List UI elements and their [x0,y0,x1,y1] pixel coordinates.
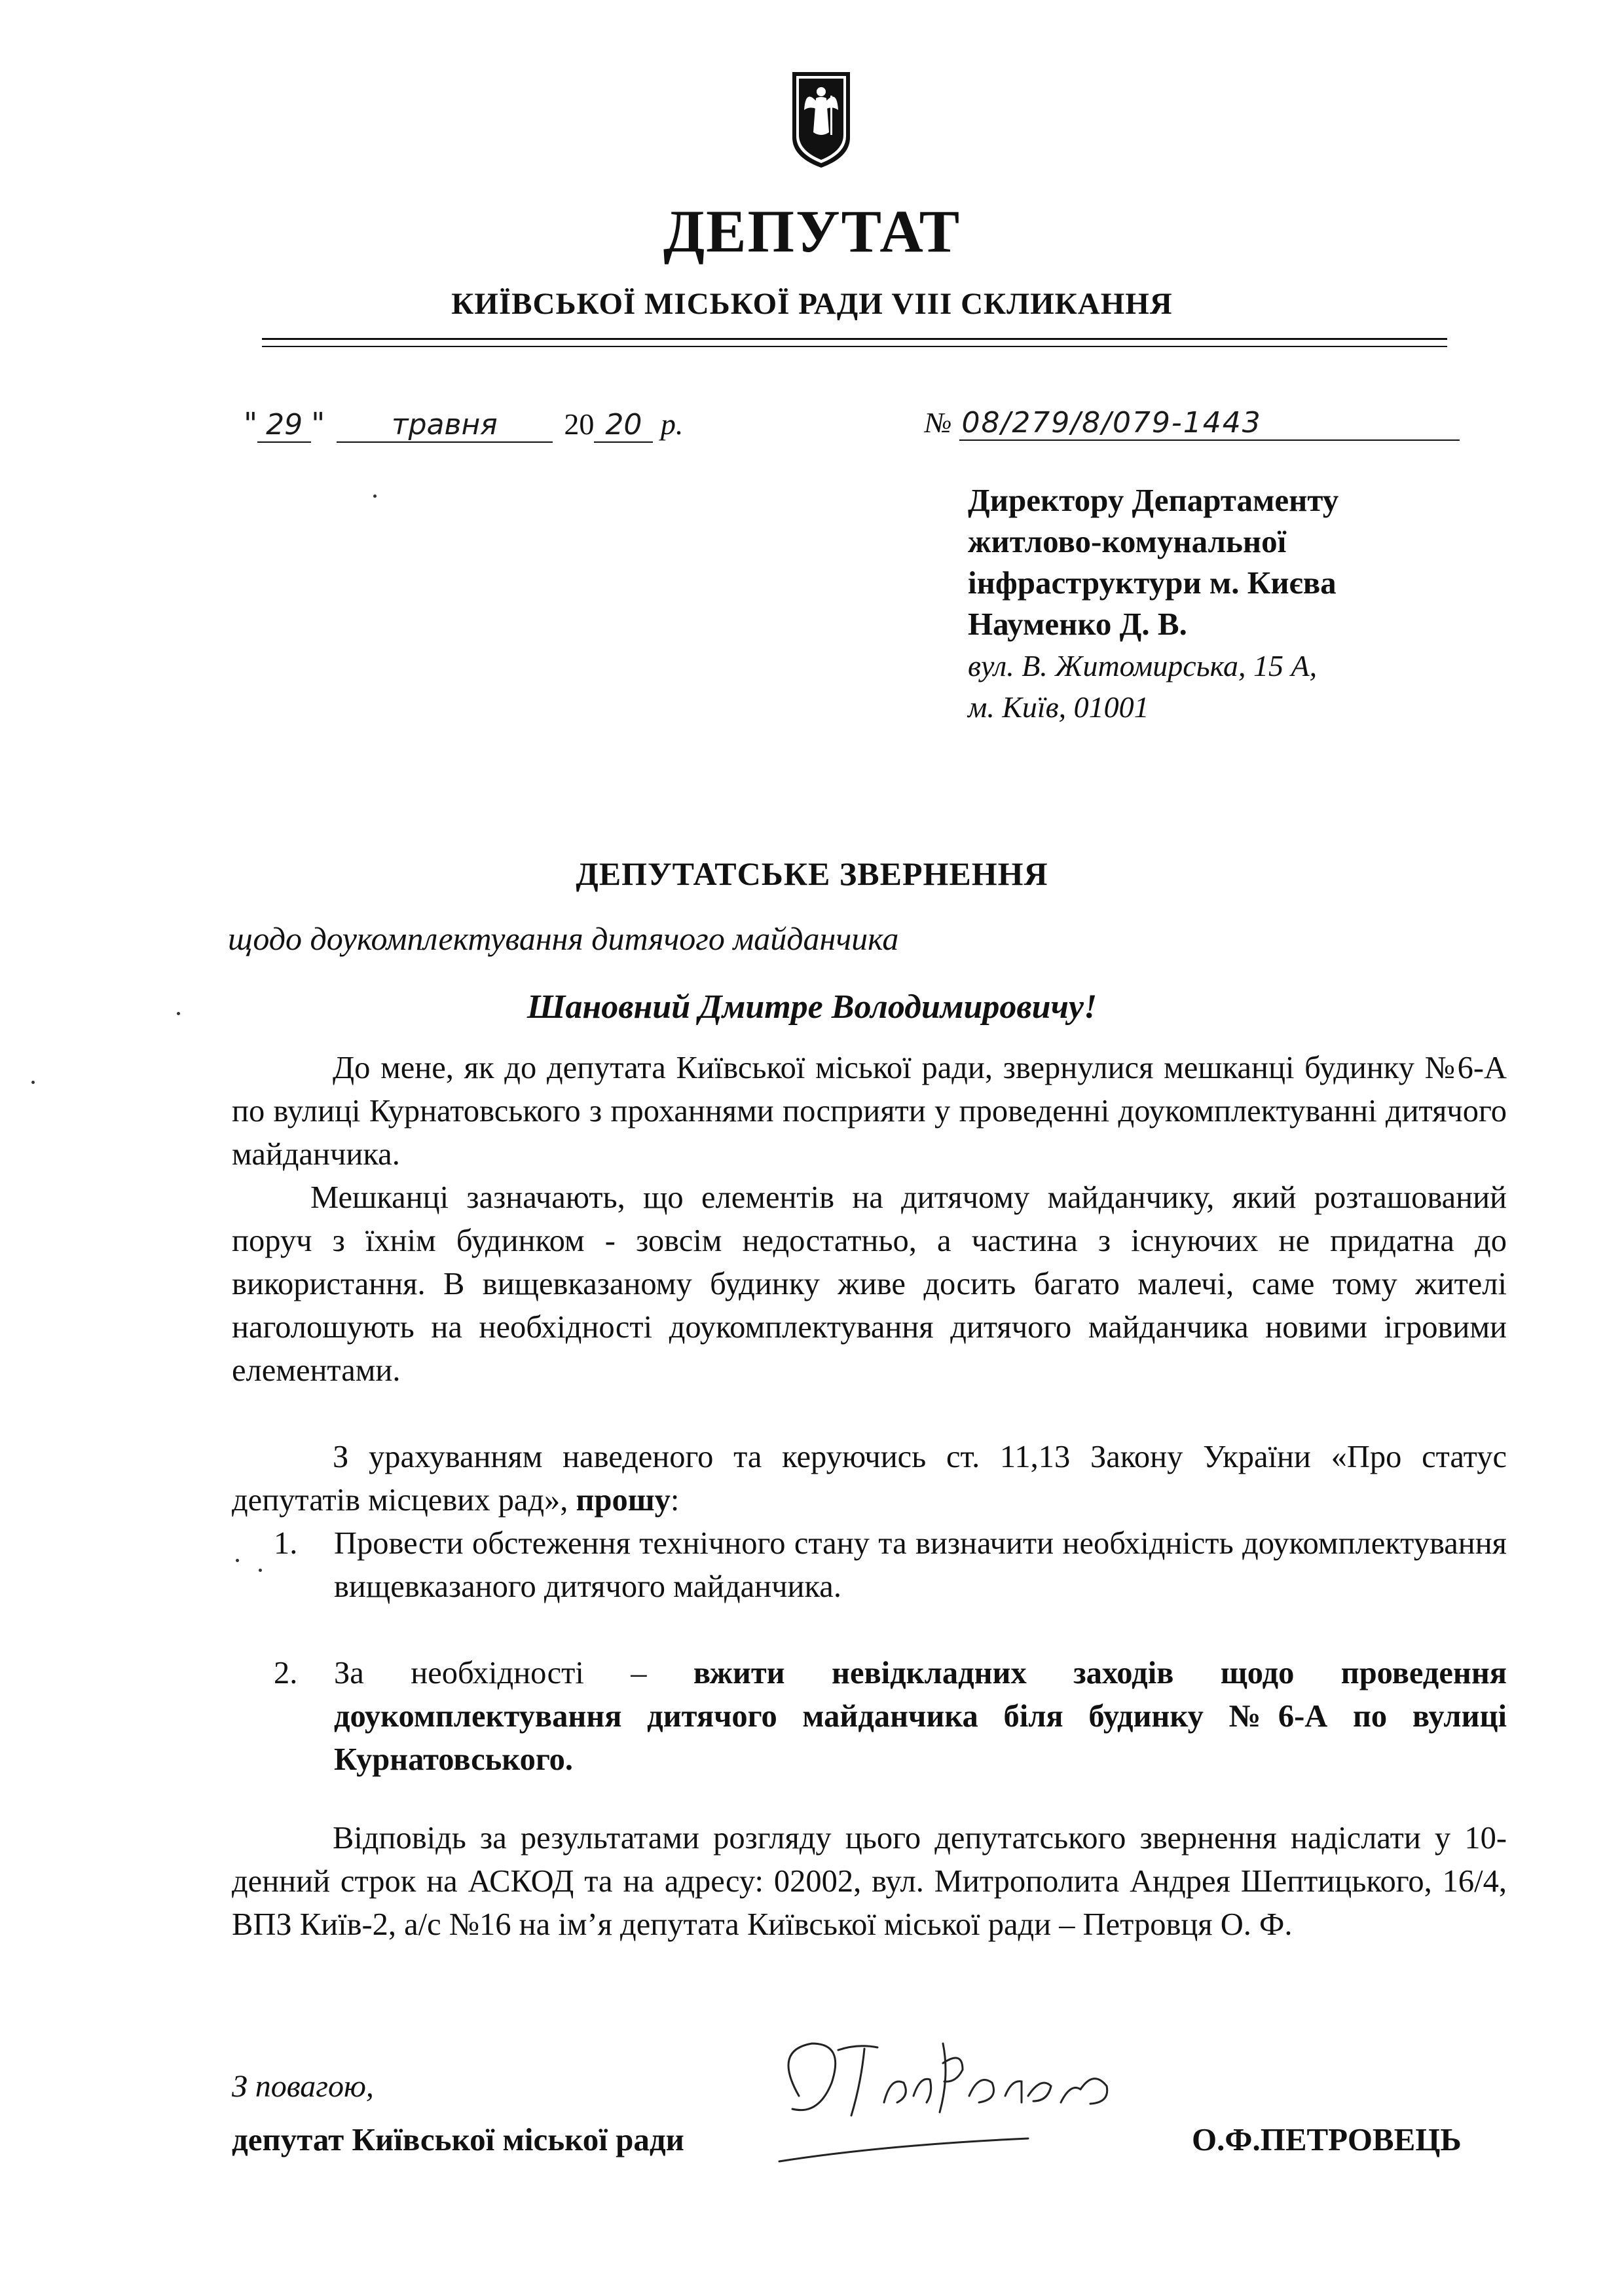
date-line [244,406,683,443]
list-item [274,1522,1507,1609]
paragraph-text: До мене, як до депутата Київської міської ради, звернулися мешканці будинку №6-А по вулиці Курнатовського з проханнями посприяти у проведенні доукомплектуванні дитячого майданчика. [232,1051,1507,1172]
addressee-line: інфраструктури м. Києва [968,565,1337,601]
kyiv-coat-of-arms-icon [790,69,853,170]
date-close-quote: " [311,406,325,441]
date-open-quote: " [244,406,258,441]
paragraph-text-end: : [670,1483,680,1518]
document-subject: щодо доукомплектування дитячого майданчика [228,920,899,957]
salutation: Шановний Дмитре Володимировичу! [526,988,1098,1026]
paragraph-emphasis: прошу [576,1483,671,1518]
list-number: 2. [274,1656,298,1690]
registration-prefix: № [925,407,952,439]
page-title: ДЕПУТАТ [663,198,961,265]
closing-regards: З повагою, [232,2069,374,2104]
header-divider [262,338,1447,340]
scan-speck [31,1081,35,1084]
document-heading: ДЕПУТАТСЬКЕ ЗВЕРНЕННЯ [576,855,1048,892]
addressee-block [968,479,1338,644]
body-paragraph [232,1047,1507,1176]
date-year-prefix: 20 [564,407,595,441]
paragraph-text: Відповідь за результатами розгляду цього депутатського звернення надіслати у 10-денний строк на АСКОД та на адресу: 02002, вул. Митрополита Андрея Шептицького, 16/4, ВПЗ Київ-2, а/с №16 на ім’я депутата Київської міської ради – Петровця О. Ф. [232,1821,1507,1942]
registration-line [925,406,1460,441]
paragraph-text: Мешканці зазначають, що елементів на дитячому майданчику, який розташований поруч з їхнім будинком - зовсім недостатньо, а частина з існуючих не придатна до використання. В вищевказаному будинку живе досить багато малечі, саме тому жителі наголошують на необхідності доукомплектування дитячого майданчика новими ігровими елементами. [232,1180,1507,1388]
addressee-line: Директору Департаменту [968,482,1339,518]
list-text-bold: вжити невідкладних заходів щодо проведення доукомплектування дитячого майданчика біля будинку №6-А по вулиці Курнатовського. [334,1656,1507,1777]
address-line: вул. В. Житомирська, 15 А, [968,649,1318,682]
date-month: травня [337,408,553,443]
list-text [334,1652,1507,1782]
header-divider-thin [262,346,1447,347]
signer-name: О.Ф.ПЕТРОВЕЦЬ [1192,2121,1462,2157]
page-subtitle: КИЇВСЬКОЇ МІСЬКОЇ РАДИ VIII СКЛИКАННЯ [451,287,1173,321]
paragraph-text: З урахуванням наведеного та керуючись ст. 11,13 Закону України «Про статус депутатів місцевих рад», [232,1440,1507,1518]
address-line: м. Київ, 01001 [968,690,1149,724]
body-paragraph [232,1817,1507,1947]
date-suffix: р. [660,407,684,441]
body-paragraph [232,1436,1507,1522]
addressee-name: Науменко Д. В. [968,606,1187,642]
addressee-address [968,645,1317,728]
scan-speck [259,1569,262,1572]
date-day: 29 [257,408,311,443]
scan-speck [177,1012,180,1015]
list-item [274,1652,1507,1782]
list-text: Провести обстеження технічного стану та визначити необхідність доукомплектування вищевказаного дитячого майданчика. [334,1526,1507,1604]
addressee-line: житлово-комунальної [968,523,1287,559]
list-number: 1. [274,1526,298,1561]
body-paragraph [232,1176,1507,1392]
scan-speck [236,1559,239,1562]
signer-role: депутат Київської міської ради [232,2121,684,2157]
handwritten-signature [753,2004,1172,2188]
list-text-plain: За необхідності – [334,1656,693,1690]
scan-speck [373,494,377,498]
date-year: 20 [594,408,653,443]
registration-number: 08/279/8/079-1443 [959,406,1460,441]
